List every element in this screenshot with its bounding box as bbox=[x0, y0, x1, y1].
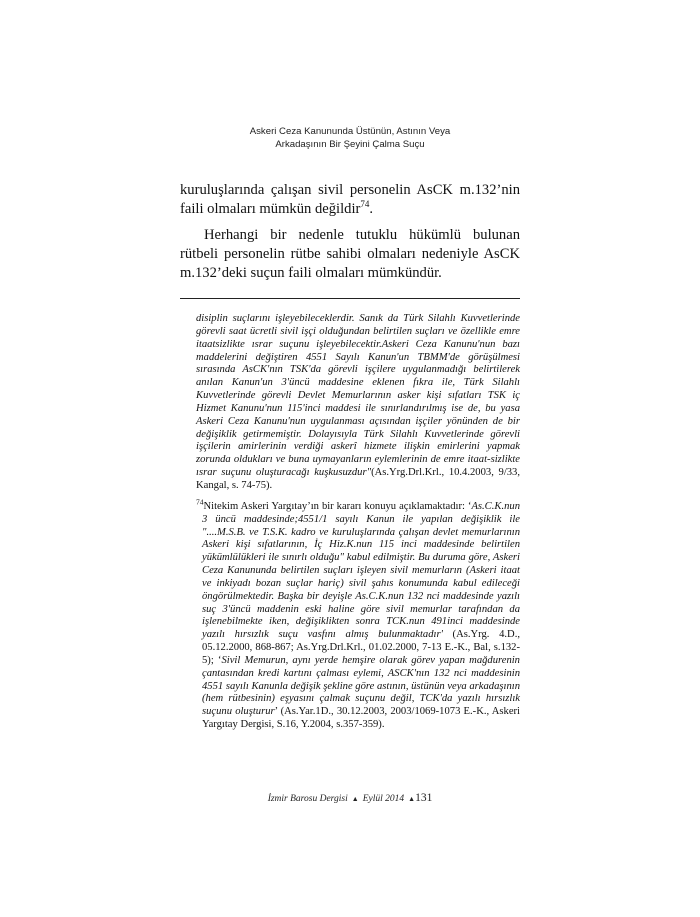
body-paragraph-2: Herhangi bir nedenle tutuklu hükümlü bulunan rütbeli personelin rütbe sahibi olmaları nedeniyle AsCK m.132’deki suçun faili olmaları mümkündür. bbox=[180, 227, 520, 281]
page-number: 131 bbox=[415, 792, 433, 804]
footnote-74-quote-1: As.C.K.nun 3 üncü maddesinde;4551/1 sayılı Kanun ile yapılan değişiklik ile "....M.S.B. ve T.S.K. kadro ve kuruluşlarında çalışan devlet memurlarının Askeri kişi sıfatlarının, İç Hiz.K.nun 115 inci maddesinde belirtilen yükümlülükleri ile sınırlı olduğu" kabul edilmiştir. Bu duruma göre, Askeri Ceza Kanununda belirtilen suçları işleyen sivil memurların (Askeri itaat ve inkiyadı bozan suçlar hariç) sivil şahıs konumunda kabul edileceği öngörülmektedir. Başka bir deyişle As.C.K.nun 132 nci maddesinde yazılı suç 3'üncü maddenin eski haline göre sivil memurlar tarafından da işlenebilmekte iken, değişiklikten sonra TCK.nun 491inci maddesinde yazılı hırsızlık suçu vasfını almış bulunmaktadır' bbox=[202, 500, 520, 641]
footnote-continued bbox=[180, 313, 520, 493]
footnote-74-number: 74 bbox=[196, 497, 204, 507]
body-text bbox=[180, 181, 520, 290]
footnote-74 bbox=[180, 497, 521, 732]
body-paragraph-1-text: kuruluşlarında çalışan sivil personelin AsCK m.132’nin faili olmaları mümkün değildir bbox=[180, 182, 520, 217]
footnote-continued-citation: (As.Yrg.Drl.Krl., 10.4.2003, 9/33, Kangal, s. 74-75). bbox=[196, 467, 521, 491]
footnote-74-quote-2: Sivil Memurun, aynı yerde hemşire olarak görev yapan mağdurenin çantasından kredi kartını çalması eylemi, ASCK'nın 132 nci maddesinin 4551 sayılı Kanunla değişik şekline göre astının, üstünün veya arkadaşının (hem rütbesinin) eşyasını çalmak suçunu değil, TCK'da yazılı hırsızlık suçunu oluşturur bbox=[202, 654, 520, 718]
footer-journal-name: İzmir Barosu Dergisi bbox=[267, 794, 348, 804]
body-paragraph-1-end: . bbox=[369, 201, 374, 217]
footer-date: Eylül 2014 bbox=[362, 794, 405, 804]
running-header-line-2: Arkadaşının Bir Şeyini Çalma Suçu bbox=[275, 139, 425, 150]
footnote-continued-quote: disiplin suçlarını işleyebileceklerdir. Sanık da Türk Silahlı Kuvvetlerinde görevli saat ücretli sivil işçi olduğundan belirtilen suçları ve özellikle emre itaatsizlikte ısrar suçunu işleyebilecektir.Askeri Ceza Kanunu'nun bazı maddelerini değiştiren 4551 Sayılı Kanun'un TBMM'de görüşülmesi sırasında AsCK'nın TSK'da görevli işçilere uygulanmadığı belirtilerek anılan Kanun'un 3'üncü maddesine eklenen fıkra ile, Türk Silahlı Kuvvetlerinde görevli Devlet Memurlarının asker kişi sıfatları TSK iç Hizmet Kanunu'nun 115'inci maddesi ile sınırlandırılmış ise de, bu yasa Askeri Ceza Kanunu'nun uygulanması açısından işçiler yönünden de bir değişiklik getirmemiştir. Dolayısıyla Türk Silahlı Kuvvetlerinde görevli işçilerin amirlerinin verdiği askerî hizmete ilişkin emirlerini yapmak zorunda oldukları ve buna uymayanların eylemlerinin de emre itaat-sizlikte ısrar suçunu oluşturacağı kuşkusuzdur" bbox=[196, 313, 520, 479]
footer-separator-1: ▲ bbox=[351, 795, 359, 803]
running-header bbox=[180, 125, 520, 151]
footnote-separator bbox=[180, 298, 520, 299]
footnote-74-lead: Nitekim Askeri Yargıtay’ın bir kararı konuyu açıklamaktadır: ‘ bbox=[203, 500, 472, 512]
footnote-ref-74: 74 bbox=[360, 199, 370, 210]
body-paragraph-1 bbox=[180, 181, 520, 219]
page-footer bbox=[180, 788, 520, 806]
footnote-74-citation-1: (As.Yrg. 4.D., 05.12.2000, 868-867; As.Yrg.Drl.Krl., 01.02.2000, 7-13 E.-K., Bal, s.132-5); ‘ bbox=[202, 629, 521, 666]
footnote-74-citation-2: ’ (As.Yar.1D., 30.12.2003, 2003/1069-1073 E.-K., Askeri Yargıtay Dergisi, S.16, Y.2004, s.357-359). bbox=[202, 706, 520, 731]
running-header-line-1: Askeri Ceza Kanununda Üstünün, Astının Veya bbox=[249, 126, 451, 137]
footnotes bbox=[180, 313, 520, 732]
footer-separator-2: ▲ bbox=[408, 795, 416, 803]
